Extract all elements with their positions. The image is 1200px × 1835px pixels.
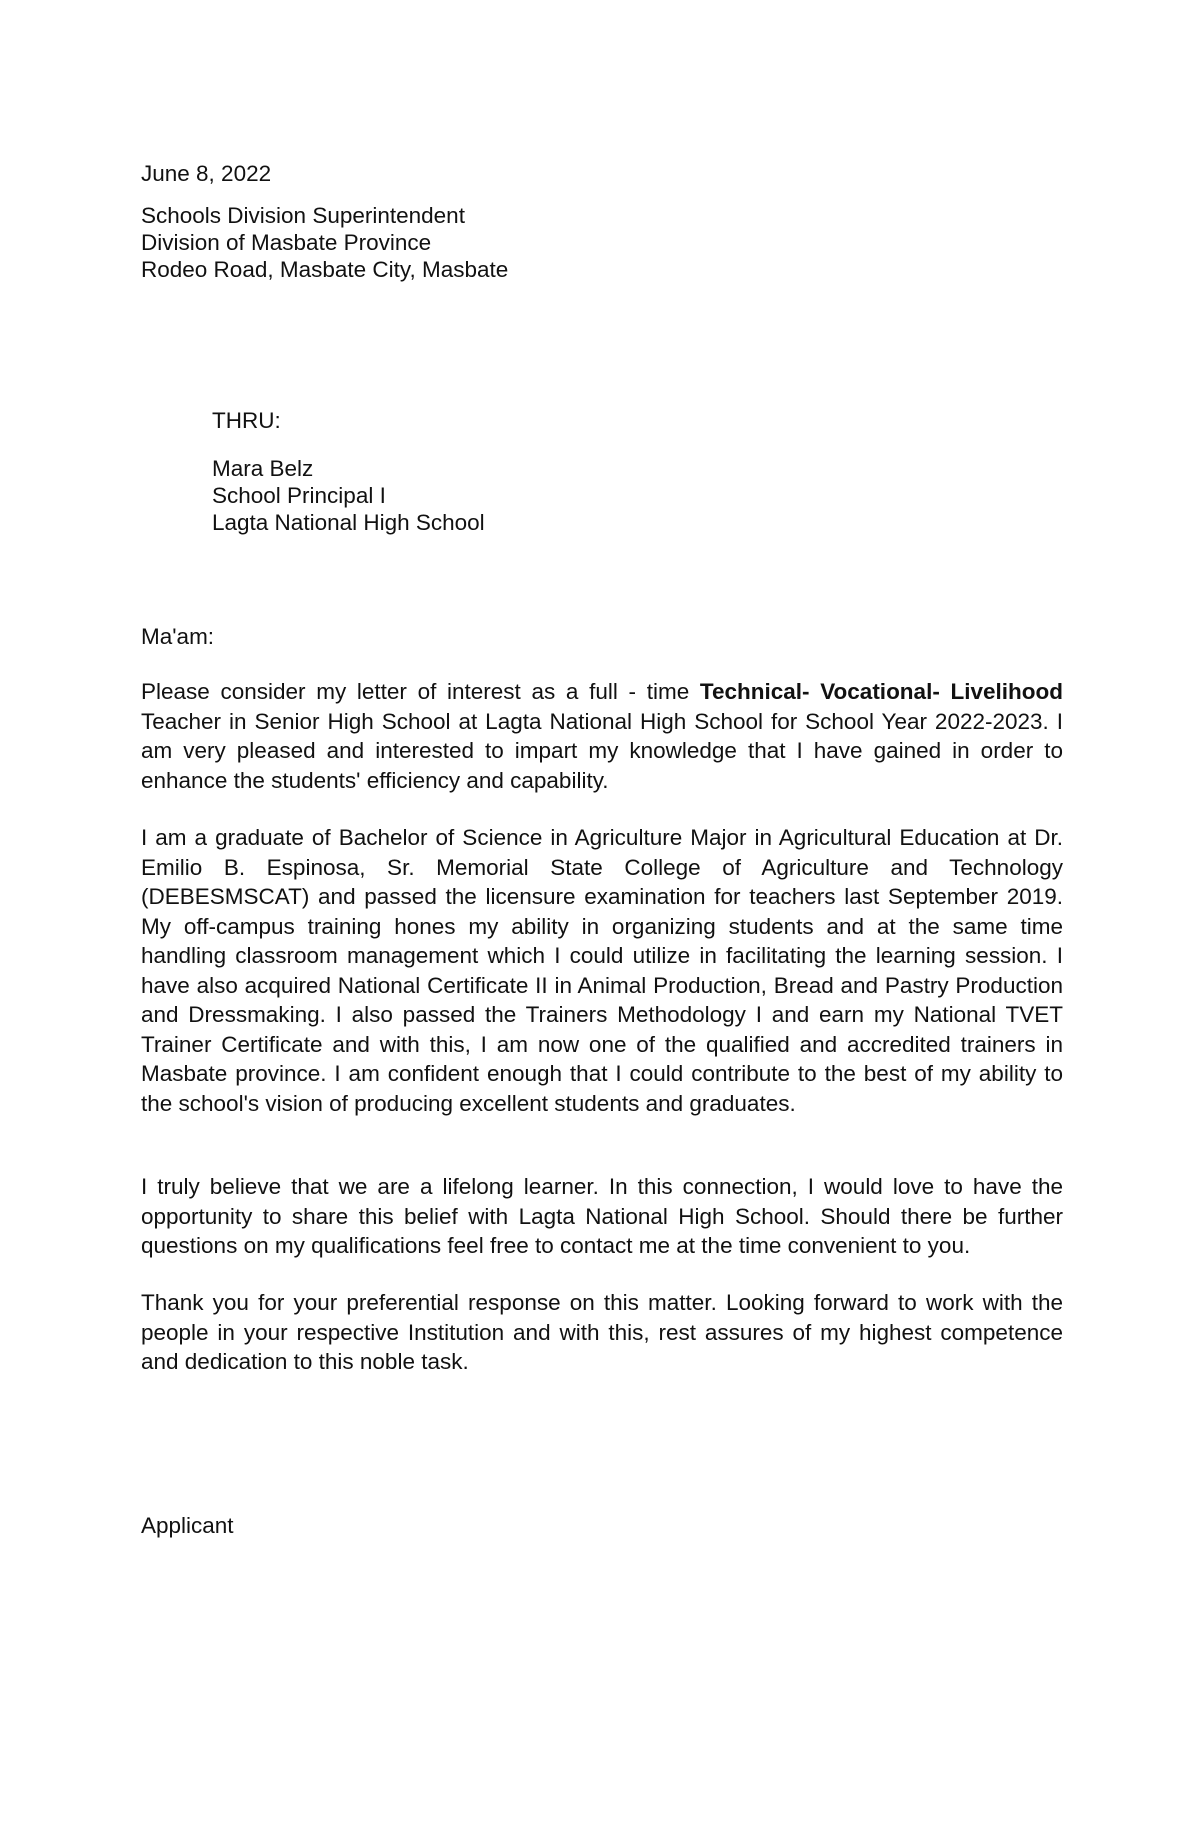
closing bbox=[141, 1512, 1063, 1539]
thru-position: School Principal I bbox=[212, 483, 386, 508]
paragraph-2-text: I am a graduate of Bachelor of Science in Agriculture Major in Agricultural Education at Dr. Emilio B. Espinosa, Sr. Memorial State College of Agriculture and Technology (DEBESMSCAT) and passed the licensure examination for teachers last September 2019. My off-campus training hones my ability in organizing students and at the same time handling classroom management which I could utilize in facilitating the learning session. I have also acquired National Certificate II in Animal Production, Bread and Pastry Production and Dressmaking. I also passed the Trainers Methodology I and earn my National TVET Trainer Certificate and with this, I am now one of the qualified and accredited trainers in Masbate province. I am confident enough that I could contribute to the best of my ability to the school's vision of producing excellent students and graduates. bbox=[141, 825, 1063, 1116]
salutation-text: Ma'am: bbox=[141, 624, 215, 649]
letter-date bbox=[141, 160, 1063, 187]
body-paragraph-2 bbox=[141, 823, 1063, 1118]
recipient-line-3: Rodeo Road, Masbate City, Masbate bbox=[141, 257, 509, 282]
recipient-line-2: Division of Masbate Province bbox=[141, 230, 432, 255]
thru-name: Mara Belz bbox=[212, 456, 314, 481]
body-paragraph-4 bbox=[141, 1288, 1063, 1377]
thru-address bbox=[212, 455, 1134, 536]
body-paragraph-1 bbox=[141, 677, 1063, 795]
salutation bbox=[141, 623, 1063, 650]
thru-label bbox=[212, 407, 1134, 434]
body-paragraph-3 bbox=[141, 1172, 1063, 1261]
paragraph-3-text: I truly believe that we are a lifelong learner. In this connection, I would love to have the opportunity to share this belief with Lagta National High School. Should there be further questions on my qualifications feel free to contact me at the time convenient to you. bbox=[141, 1174, 1063, 1258]
recipient-line-1: Schools Division Superintendent bbox=[141, 203, 465, 228]
paragraph-4-text: Thank you for your preferential response on this matter. Looking forward to work with the people in your respective Institution and with this, rest assures of my highest competence and dedication to this noble task. bbox=[141, 1290, 1063, 1374]
paragraph-1-before: Please consider my letter of interest as a full - time bbox=[141, 679, 700, 704]
thru-label-text: THRU: bbox=[212, 408, 281, 433]
paragraph-1-bold: Technical- Vocational- Livelihood bbox=[699, 679, 1063, 704]
thru-school: Lagta National High School bbox=[212, 510, 485, 535]
paragraph-1-after: Teacher in Senior High School at Lagta National High School for School Year 2022-2023. I am very pleased and interested to impart my knowledge that I have gained in order to enhance the students' efficiency and capability. bbox=[141, 708, 1063, 793]
date-text: June 8, 2022 bbox=[141, 161, 272, 186]
closing-text: Applicant bbox=[141, 1513, 234, 1538]
recipient-address bbox=[141, 202, 1063, 283]
